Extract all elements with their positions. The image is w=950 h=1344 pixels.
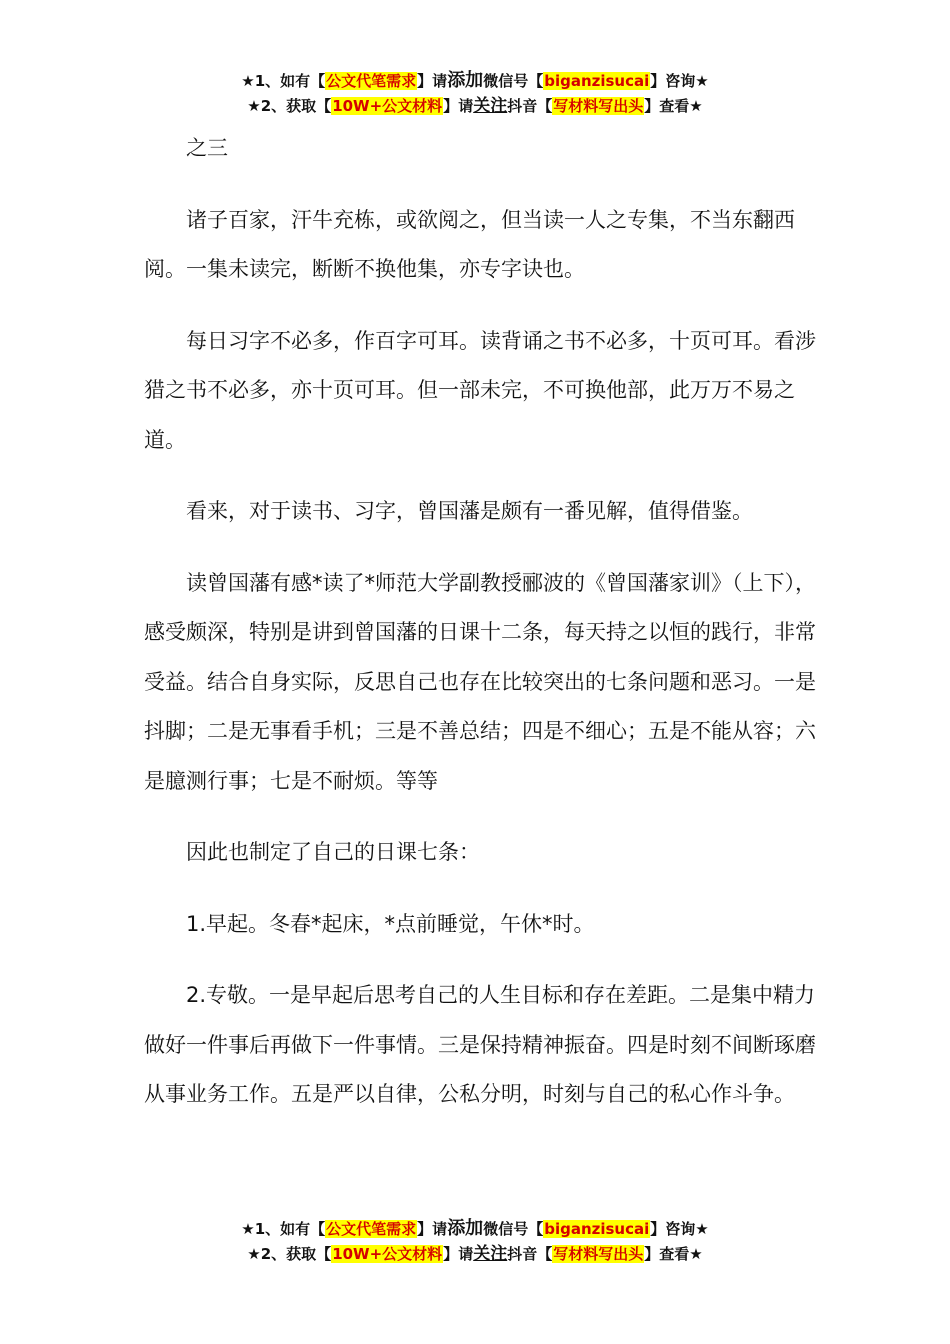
emphasis-text: 关注 (473, 1244, 508, 1264)
body-paragraph: 因此也制定了自己的日课七条： (186, 840, 480, 864)
promo-text: 】请 (417, 72, 448, 90)
body-paragraph: 诸子百家，汗牛充栋，或欲阅之，但当读一人之专集，不当东翻西阅。一集未读完，断断不换他集，亦专字诀也。 (144, 207, 795, 281)
header-promo-banner (0, 68, 950, 119)
promo-line-1 (0, 68, 950, 94)
wechat-id-highlight: biganzisucai (544, 1220, 650, 1238)
promo-text: ★2、获取【 (247, 1245, 332, 1263)
document-body (144, 124, 816, 1142)
promo-text: 】查看★ (644, 1245, 703, 1263)
highlight-text: 10W+公文材料 (332, 1245, 443, 1263)
list-item: 2.专敬。一是早起后思考自己的人生目标和存在差距。二是集中精力做好一件事后再做下一件事情。三是保持精神振奋。四是时刻不间断琢磨从事业务工作。五是严以自律，公私分明，时刻与自己的私心作斗争。 (144, 983, 816, 1106)
list-item: 1.早起。冬春*起床，*点前睡觉，午休*时。 (186, 911, 595, 936)
highlight-text: 公文代笔需求 (326, 72, 417, 90)
douyin-id-highlight: 写材料写出头 (553, 97, 644, 115)
highlight-text: 10W+公文材料 (332, 97, 443, 115)
promo-text: 】请 (443, 97, 474, 115)
wechat-id-highlight: biganzisucai (544, 72, 650, 90)
promo-text: 抖音【 (507, 97, 553, 115)
promo-text: 微信号【 (483, 1220, 544, 1238)
promo-text: 】请 (443, 1245, 474, 1263)
body-paragraph: 每日习字不必多，作百字可耳。读背诵之书不必多，十页可耳。看涉猎之书不必多，亦十页可耳。但一部未完，不可换他部，此万万不易之道。 (144, 328, 816, 452)
emphasis-text: 添加 (447, 70, 484, 91)
douyin-id-highlight: 写材料写出头 (553, 1245, 644, 1263)
promo-text: ★2、获取【 (247, 97, 332, 115)
promo-text: 】请 (417, 1220, 448, 1238)
promo-line-2 (0, 94, 950, 119)
promo-text: 】查看★ (644, 97, 703, 115)
body-paragraph: 读曾国藩有感*读了*师范大学副教授郦波的《曾国藩家训》（上下），感受颇深，特别是讲到曾国藩的日课十二条，每天持之以恒的践行，非常受益。结合自身实际，反思自己也存在比较突出的七条问题和恶习。一是抖脚；二是无事看手机；三是不善总结；四是不细心；五是不能从容；六是臆测行事；七是不耐烦。等等 (144, 570, 816, 793)
emphasis-text: 关注 (473, 96, 508, 116)
emphasis-text: 添加 (447, 1218, 484, 1239)
footer-promo-banner (0, 1216, 950, 1267)
promo-text: ★1、如有【 (241, 72, 326, 90)
body-paragraph: 看来，对于读书、习字，曾国藩是颇有一番见解，值得借鉴。 (186, 499, 753, 523)
promo-text: ★1、如有【 (241, 1220, 326, 1238)
promo-text: 抖音【 (507, 1245, 553, 1263)
promo-line-1 (0, 1216, 950, 1242)
promo-line-2 (0, 1242, 950, 1267)
promo-text: 】咨询★ (650, 1220, 709, 1238)
promo-text: 微信号【 (483, 72, 544, 90)
section-heading: 之三 (186, 136, 228, 160)
highlight-text: 公文代笔需求 (326, 1220, 417, 1238)
promo-text: 】咨询★ (650, 72, 709, 90)
